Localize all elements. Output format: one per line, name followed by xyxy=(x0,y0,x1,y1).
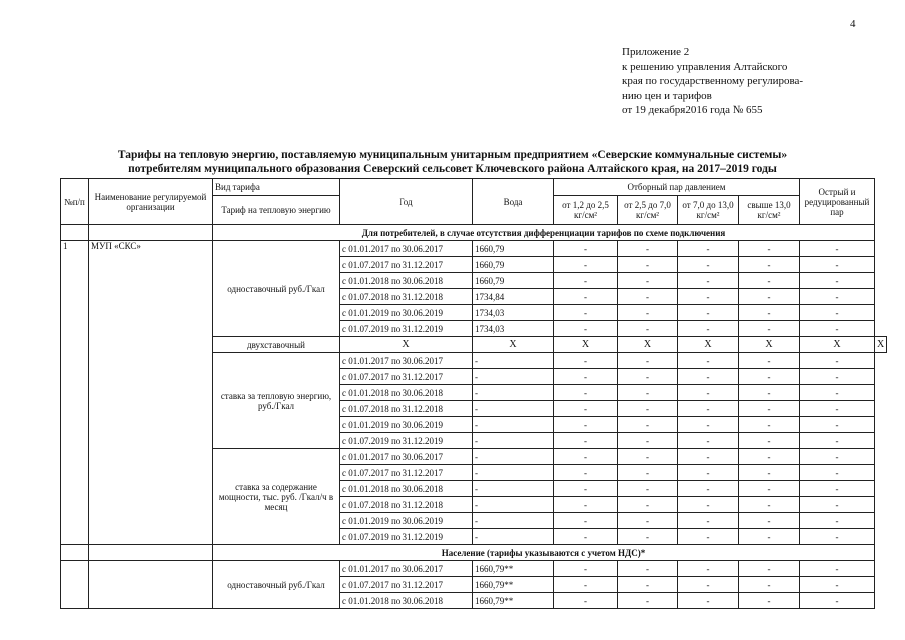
water-value: - xyxy=(473,481,554,497)
dash-cell: - xyxy=(739,481,800,497)
dash-cell: - xyxy=(554,481,618,497)
dash-cell: - xyxy=(618,593,678,609)
water-value: - xyxy=(473,465,554,481)
water-value: 1660,79** xyxy=(473,593,554,609)
dash-cell: - xyxy=(739,257,800,273)
dash-cell: - xyxy=(678,273,739,289)
period-cell: с 01.07.2018 по 31.12.2018 xyxy=(340,497,473,513)
period-cell: с 01.01.2017 по 30.06.2017 xyxy=(340,449,473,465)
dash-cell: - xyxy=(678,385,739,401)
header-year: Год xyxy=(340,179,473,225)
period-cell: с 01.01.2018 по 30.06.2018 xyxy=(340,385,473,401)
tariff-label-capacity-rate: ставка за содержание мощности, тыс. руб. /Гкал/ч в месяц xyxy=(213,449,340,545)
water-value: - xyxy=(473,385,554,401)
period-cell: с 01.01.2017 по 30.06.2017 xyxy=(340,241,473,257)
header-tariff-sub: Тариф на тепловую энергию xyxy=(213,196,340,225)
dash-cell: - xyxy=(618,369,678,385)
appendix-line: от 19 декабря2016 года № 655 xyxy=(622,104,763,117)
dash-cell: - xyxy=(554,465,618,481)
dash-cell: - xyxy=(618,273,678,289)
appendix-line: нию цен и тарифов xyxy=(622,89,712,102)
water-value: - xyxy=(473,513,554,529)
tariff-table xyxy=(60,178,887,609)
dash-cell: - xyxy=(800,257,875,273)
period-cell: с 01.07.2019 по 31.12.2019 xyxy=(340,321,473,337)
dash-cell: - xyxy=(739,593,800,609)
dash-cell: - xyxy=(678,497,739,513)
water-value: 1734,03 xyxy=(473,321,554,337)
dash-cell: - xyxy=(800,385,875,401)
dash-cell: - xyxy=(739,513,800,529)
x-cell: Х xyxy=(473,337,554,353)
dash-cell: - xyxy=(618,305,678,321)
dash-cell: - xyxy=(739,321,800,337)
dash-cell: - xyxy=(618,433,678,449)
water-value: - xyxy=(473,353,554,369)
dash-cell: - xyxy=(554,433,618,449)
dash-cell: - xyxy=(554,577,618,593)
period-cell: с 01.01.2018 по 30.06.2018 xyxy=(340,481,473,497)
dash-cell: - xyxy=(800,593,875,609)
period-cell: с 01.07.2017 по 31.12.2017 xyxy=(340,257,473,273)
header-water: Вода xyxy=(473,179,554,225)
dash-cell: - xyxy=(800,289,875,305)
x-cell: Х xyxy=(618,337,678,353)
dash-cell: - xyxy=(739,353,800,369)
empty-cell xyxy=(89,561,213,609)
empty-cell xyxy=(61,225,89,241)
dash-cell: - xyxy=(554,513,618,529)
x-cell: Х xyxy=(739,337,800,353)
header-pressure-1: от 1,2 до 2,5 кг/см² xyxy=(554,196,618,225)
dash-cell: - xyxy=(554,529,618,545)
dash-cell: - xyxy=(554,417,618,433)
org-number: 1 xyxy=(61,241,89,545)
dash-cell: - xyxy=(678,257,739,273)
period-cell: с 01.01.2018 по 30.06.2018 xyxy=(340,593,473,609)
header-pressure-2: от 2,5 до 7,0 кг/см² xyxy=(618,196,678,225)
water-value: 1660,79** xyxy=(473,577,554,593)
header-pressure-4: свыше 13,0 кг/см² xyxy=(739,196,800,225)
title-line: Тарифы на тепловую энергию, поставляемую муниципальным унитарным предприятием «Северские коммунальные системы» xyxy=(117,149,788,161)
dash-cell: - xyxy=(678,561,739,577)
header-tariff-type: Вид тарифа xyxy=(213,179,340,196)
dash-cell: - xyxy=(618,497,678,513)
dash-cell: - xyxy=(800,449,875,465)
dash-cell: - xyxy=(554,449,618,465)
dash-cell: - xyxy=(678,577,739,593)
x-cell: Х xyxy=(800,337,875,353)
appendix-line: Приложение 2 xyxy=(622,46,690,58)
period-cell: с 01.01.2017 по 30.06.2017 xyxy=(340,561,473,577)
dash-cell: - xyxy=(739,497,800,513)
water-value: - xyxy=(473,433,554,449)
empty-cell xyxy=(61,545,89,561)
water-value: 1660,79 xyxy=(473,257,554,273)
appendix-note xyxy=(622,45,803,118)
dash-cell: - xyxy=(800,353,875,369)
section-header-population: Население (тарифы указываются с учетом НДС)* xyxy=(213,545,875,561)
dash-cell: - xyxy=(678,369,739,385)
dash-cell: - xyxy=(800,529,875,545)
appendix-line: к решению управления Алтайского xyxy=(622,60,788,73)
water-value: 1734,84 xyxy=(473,289,554,305)
dash-cell: - xyxy=(618,529,678,545)
dash-cell: - xyxy=(678,449,739,465)
header-org: Наименование регулируемой организации xyxy=(89,179,213,225)
dash-cell: - xyxy=(618,449,678,465)
dash-cell: - xyxy=(618,257,678,273)
dash-cell: - xyxy=(678,401,739,417)
tariff-label-two-part: двухставочный xyxy=(213,337,340,353)
empty-cell xyxy=(89,225,213,241)
water-value: 1660,79 xyxy=(473,273,554,289)
dash-cell: - xyxy=(618,353,678,369)
dash-cell: - xyxy=(618,465,678,481)
water-value: - xyxy=(473,401,554,417)
period-cell: с 01.07.2017 по 31.12.2017 xyxy=(340,577,473,593)
dash-cell: - xyxy=(678,241,739,257)
period-cell: с 01.01.2019 по 30.06.2019 xyxy=(340,417,473,433)
dash-cell: - xyxy=(554,257,618,273)
dash-cell: - xyxy=(678,353,739,369)
water-value: - xyxy=(473,417,554,433)
dash-cell: - xyxy=(739,289,800,305)
period-cell: с 01.01.2017 по 30.06.2017 xyxy=(340,353,473,369)
tariff-label-population: одноставочный руб./Гкал xyxy=(213,561,340,609)
dash-cell: - xyxy=(678,417,739,433)
dash-cell: - xyxy=(800,465,875,481)
dash-cell: - xyxy=(800,241,875,257)
dash-cell: - xyxy=(554,593,618,609)
dash-cell: - xyxy=(739,417,800,433)
period-cell: с 01.07.2019 по 31.12.2019 xyxy=(340,433,473,449)
dash-cell: - xyxy=(800,321,875,337)
dash-cell: - xyxy=(800,369,875,385)
section-row xyxy=(61,545,887,561)
header-steam: Отборный пар давлением xyxy=(554,179,800,196)
dash-cell: - xyxy=(618,241,678,257)
dash-cell: - xyxy=(800,417,875,433)
water-value: - xyxy=(473,529,554,545)
period-cell: с 01.01.2018 по 30.06.2018 xyxy=(340,273,473,289)
tariff-label-one-part: одноставочный руб./Гкал xyxy=(213,241,340,337)
dash-cell: - xyxy=(678,305,739,321)
dash-cell: - xyxy=(739,369,800,385)
period-cell: с 01.07.2019 по 31.12.2019 xyxy=(340,529,473,545)
header-num: №п/п xyxy=(61,179,89,225)
dash-cell: - xyxy=(554,401,618,417)
dash-cell: - xyxy=(800,497,875,513)
dash-cell: - xyxy=(618,401,678,417)
dash-cell: - xyxy=(618,289,678,305)
dash-cell: - xyxy=(554,561,618,577)
dash-cell: - xyxy=(554,305,618,321)
dash-cell: - xyxy=(739,401,800,417)
document-title xyxy=(0,149,905,176)
dash-cell: - xyxy=(739,385,800,401)
dash-cell: - xyxy=(739,241,800,257)
dash-cell: - xyxy=(739,449,800,465)
table-row xyxy=(61,561,887,577)
dash-cell: - xyxy=(800,433,875,449)
dash-cell: - xyxy=(554,369,618,385)
dash-cell: - xyxy=(554,273,618,289)
dash-cell: - xyxy=(800,273,875,289)
dash-cell: - xyxy=(554,241,618,257)
dash-cell: - xyxy=(739,465,800,481)
tariff-label-energy-rate: ставка за тепловую энергию, руб./Гкал xyxy=(213,353,340,449)
period-cell: с 01.07.2018 по 31.12.2018 xyxy=(340,401,473,417)
dash-cell: - xyxy=(618,417,678,433)
x-cell: Х xyxy=(554,337,618,353)
page-number: 4 xyxy=(850,18,856,30)
water-value: - xyxy=(473,449,554,465)
org-name: МУП «СКС» xyxy=(89,241,213,545)
x-cell: Х xyxy=(678,337,739,353)
period-cell: с 01.01.2019 по 30.06.2019 xyxy=(340,513,473,529)
water-value: - xyxy=(473,497,554,513)
dash-cell: - xyxy=(678,593,739,609)
table-row xyxy=(61,241,887,257)
water-value: 1734,03 xyxy=(473,305,554,321)
dash-cell: - xyxy=(800,481,875,497)
dash-cell: - xyxy=(800,513,875,529)
appendix-line: края по государственному регулирова- xyxy=(622,75,804,88)
x-cell: Х xyxy=(340,337,473,353)
dash-cell: - xyxy=(739,577,800,593)
dash-cell: - xyxy=(739,529,800,545)
dash-cell: - xyxy=(739,561,800,577)
dash-cell: - xyxy=(800,577,875,593)
dash-cell: - xyxy=(678,513,739,529)
dash-cell: - xyxy=(554,321,618,337)
dash-cell: - xyxy=(618,577,678,593)
dash-cell: - xyxy=(739,433,800,449)
header-sharp-steam: Острый и редуцированный пар xyxy=(800,179,875,225)
empty-cell xyxy=(61,561,89,609)
dash-cell: - xyxy=(678,529,739,545)
dash-cell: - xyxy=(678,433,739,449)
dash-cell: - xyxy=(800,561,875,577)
dash-cell: - xyxy=(618,561,678,577)
dash-cell: - xyxy=(678,289,739,305)
period-cell: с 01.07.2018 по 31.12.2018 xyxy=(340,289,473,305)
dash-cell: - xyxy=(554,353,618,369)
section-header: Для потребителей, в случае отсутствия дифференциации тарифов по схеме подключения xyxy=(213,225,875,241)
dash-cell: - xyxy=(800,401,875,417)
dash-cell: - xyxy=(678,321,739,337)
x-cell: Х xyxy=(875,337,887,353)
period-cell: с 01.07.2017 по 31.12.2017 xyxy=(340,369,473,385)
dash-cell: - xyxy=(739,305,800,321)
dash-cell: - xyxy=(678,481,739,497)
dash-cell: - xyxy=(618,321,678,337)
water-value: 1660,79** xyxy=(473,561,554,577)
section-row xyxy=(61,225,887,241)
water-value: - xyxy=(473,369,554,385)
dash-cell: - xyxy=(554,497,618,513)
dash-cell: - xyxy=(554,385,618,401)
dash-cell: - xyxy=(554,289,618,305)
dash-cell: - xyxy=(800,305,875,321)
period-cell: с 01.01.2019 по 30.06.2019 xyxy=(340,305,473,321)
water-value: 1660,79 xyxy=(473,241,554,257)
period-cell: с 01.07.2017 по 31.12.2017 xyxy=(340,465,473,481)
dash-cell: - xyxy=(678,465,739,481)
dash-cell: - xyxy=(618,481,678,497)
dash-cell: - xyxy=(618,513,678,529)
dash-cell: - xyxy=(618,385,678,401)
empty-cell xyxy=(89,545,213,561)
header-pressure-3: от 7,0 до 13,0 кг/см² xyxy=(678,196,739,225)
title-line: потребителям муниципального образования Северский сельсовет Ключевского района Алтайского края, на 2017–2019 годы xyxy=(128,162,777,175)
dash-cell: - xyxy=(739,273,800,289)
